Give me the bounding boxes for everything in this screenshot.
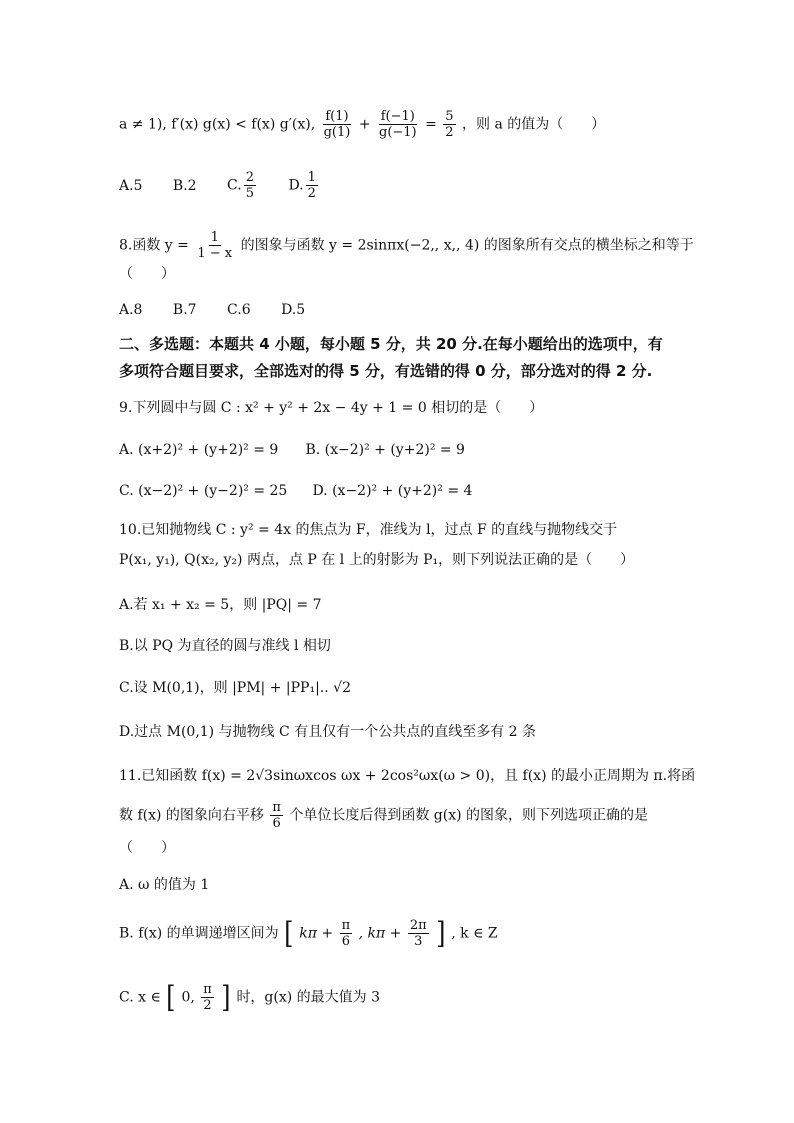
q7-stem-line bbox=[119, 109, 605, 140]
q11-c-right-bracket: ] bbox=[221, 979, 231, 1015]
q7-fraction-1: $\frac{f(1)}{g(1)}$ bbox=[323, 109, 351, 140]
q7-stem-prefix: a ≠ 1), f′(x) g(x) < f(x) g′(x), bbox=[119, 116, 316, 133]
q10-option-c[interactable]: C.设 M(0,1)，则 |PM| + |PP₁|.. √2 bbox=[119, 680, 351, 696]
q9-option-a[interactable]: A. (x+2)² + (y+2)² = 9 bbox=[119, 442, 279, 458]
q11-b-prefix: B. f(x) 的单调递增区间为 bbox=[119, 925, 279, 942]
q7-fraction-2: $\frac{f(-1)}{g(-1)}$ bbox=[379, 109, 417, 140]
q11-b-fraction-1: $\frac{\pi}{6}$ bbox=[341, 918, 351, 949]
q11-paren: （ ） bbox=[119, 840, 175, 856]
section-heading-line-1: 二、多选题：本题共 4 小题，每小题 5 分，共 20 分.在每小题给出的选项中，有 bbox=[119, 335, 663, 353]
q8-prefix: 8.函数 y = bbox=[119, 237, 189, 254]
q8-paren: （ ） bbox=[119, 266, 175, 282]
q11-b-right-bracket: ] bbox=[436, 915, 446, 951]
q11-b-left-bracket: [ bbox=[284, 915, 294, 951]
q11-b-suffix: , k ∈ Z bbox=[451, 925, 498, 942]
q8-options bbox=[119, 300, 331, 320]
q8-suffix: 的图象与函数 y = 2sinπx(−2,, x,, 4) 的图象所有交点的横坐标之和等于 bbox=[240, 237, 694, 254]
q11-c-zero: 0, bbox=[181, 989, 195, 1006]
q9-option-b[interactable]: B. (x−2)² + (y+2)² = 9 bbox=[305, 442, 465, 458]
q10-option-b[interactable]: B.以 PQ 为直径的圆与准线 l 相切 bbox=[119, 638, 331, 654]
q7-stem-suffix: ，则 a 的值为（ ） bbox=[462, 116, 606, 133]
q10-stem-line-2: P(x₁, y₁), Q(x₂, y₂) 两点，点 P 在 l 上的射影为 P₁，则下列说法正确的是（ ） bbox=[119, 552, 635, 568]
q11-line2-prefix: 数 f(x) 的图象向右平移 bbox=[119, 807, 264, 824]
q7-option-c[interactable]: C. $\frac{2}{5}$ bbox=[227, 170, 254, 201]
q11-shift-fraction: $\frac{\pi}{6}$ bbox=[272, 800, 281, 831]
q11-line2-suffix: 个单位长度后得到函数 g(x) 的图象，则下列选项正确的是 bbox=[289, 807, 649, 824]
q11-c-prefix: C. x ∈ bbox=[119, 989, 161, 1006]
q9-stem: 9.下列圆中与圆 C : x² + y² + 2x − 4y + 1 = 0 相切的是（ ） bbox=[119, 400, 544, 416]
q10-option-d[interactable]: D.过点 M(0,1) 与抛物线 C 有且仅有一个公共点的直线至多有 2 条 bbox=[119, 724, 537, 740]
q7-option-b[interactable]: B.2 bbox=[172, 177, 197, 194]
q9-options-row-2 bbox=[119, 481, 472, 501]
q11-option-c[interactable] bbox=[119, 979, 381, 1015]
q11-option-b[interactable] bbox=[119, 915, 498, 951]
q11-c-suffix: 时，g(x) 的最大值为 3 bbox=[236, 989, 381, 1006]
q9-option-c[interactable]: C. (x−2)² + (y−2)² = 25 bbox=[119, 483, 288, 499]
q10-stem-line-1: 10.已知抛物线 C : y² = 4x 的焦点为 F，准线为 l，过点 F 的直线与抛物线交于 bbox=[119, 522, 618, 538]
q8-option-c[interactable]: C.6 bbox=[227, 302, 251, 318]
q11-stem-line-1: 11.已知函数 f(x) = 2√3sinωxcos ωx + 2cos²ωx(ω > 0)，且 f(x) 的最小正周期为 π.将函 bbox=[119, 768, 696, 784]
q9-option-d[interactable]: D. (x−2)² + (y+2)² = 4 bbox=[312, 483, 473, 499]
q8-option-b[interactable]: B.7 bbox=[172, 302, 197, 318]
q8-option-a[interactable]: A.8 bbox=[119, 302, 143, 318]
q7-fraction-3: $\frac{5}{2}$ bbox=[445, 109, 454, 140]
q10-option-a[interactable]: A.若 x₁ + x₂ = 5，则 |PQ| = 7 bbox=[119, 597, 322, 613]
q11-c-fraction: $\frac{\pi}{2}$ bbox=[203, 982, 212, 1013]
q7-option-a[interactable]: A.5 bbox=[119, 177, 143, 194]
q8-stem-line bbox=[119, 230, 694, 261]
q7-plus: + bbox=[358, 116, 371, 133]
q11-b-mid: , kπ + bbox=[358, 925, 402, 942]
q11-b-fraction-2: $\frac{2\pi}{3}$ bbox=[409, 918, 427, 949]
q8-fraction: $\frac{1}{1 - x}$ bbox=[197, 230, 233, 261]
section-heading-line-2: 多项符合题目要求，全部选对的得 5 分，有选错的得 0 分，部分选对的得 2 分. bbox=[119, 362, 653, 380]
q11-b-k1: kπ + bbox=[299, 925, 334, 942]
q8-option-d[interactable]: D.5 bbox=[281, 302, 306, 318]
q7-option-d[interactable]: D. $\frac{1}{2}$ bbox=[288, 170, 316, 201]
q7-options bbox=[119, 170, 346, 201]
q11-c-left-bracket: [ bbox=[166, 979, 176, 1015]
q11-stem-line-2 bbox=[119, 800, 648, 831]
q7-equals: = bbox=[425, 116, 437, 133]
q9-options-row-1 bbox=[119, 440, 465, 460]
q11-option-a[interactable]: A. ω 的值为 1 bbox=[119, 877, 210, 893]
